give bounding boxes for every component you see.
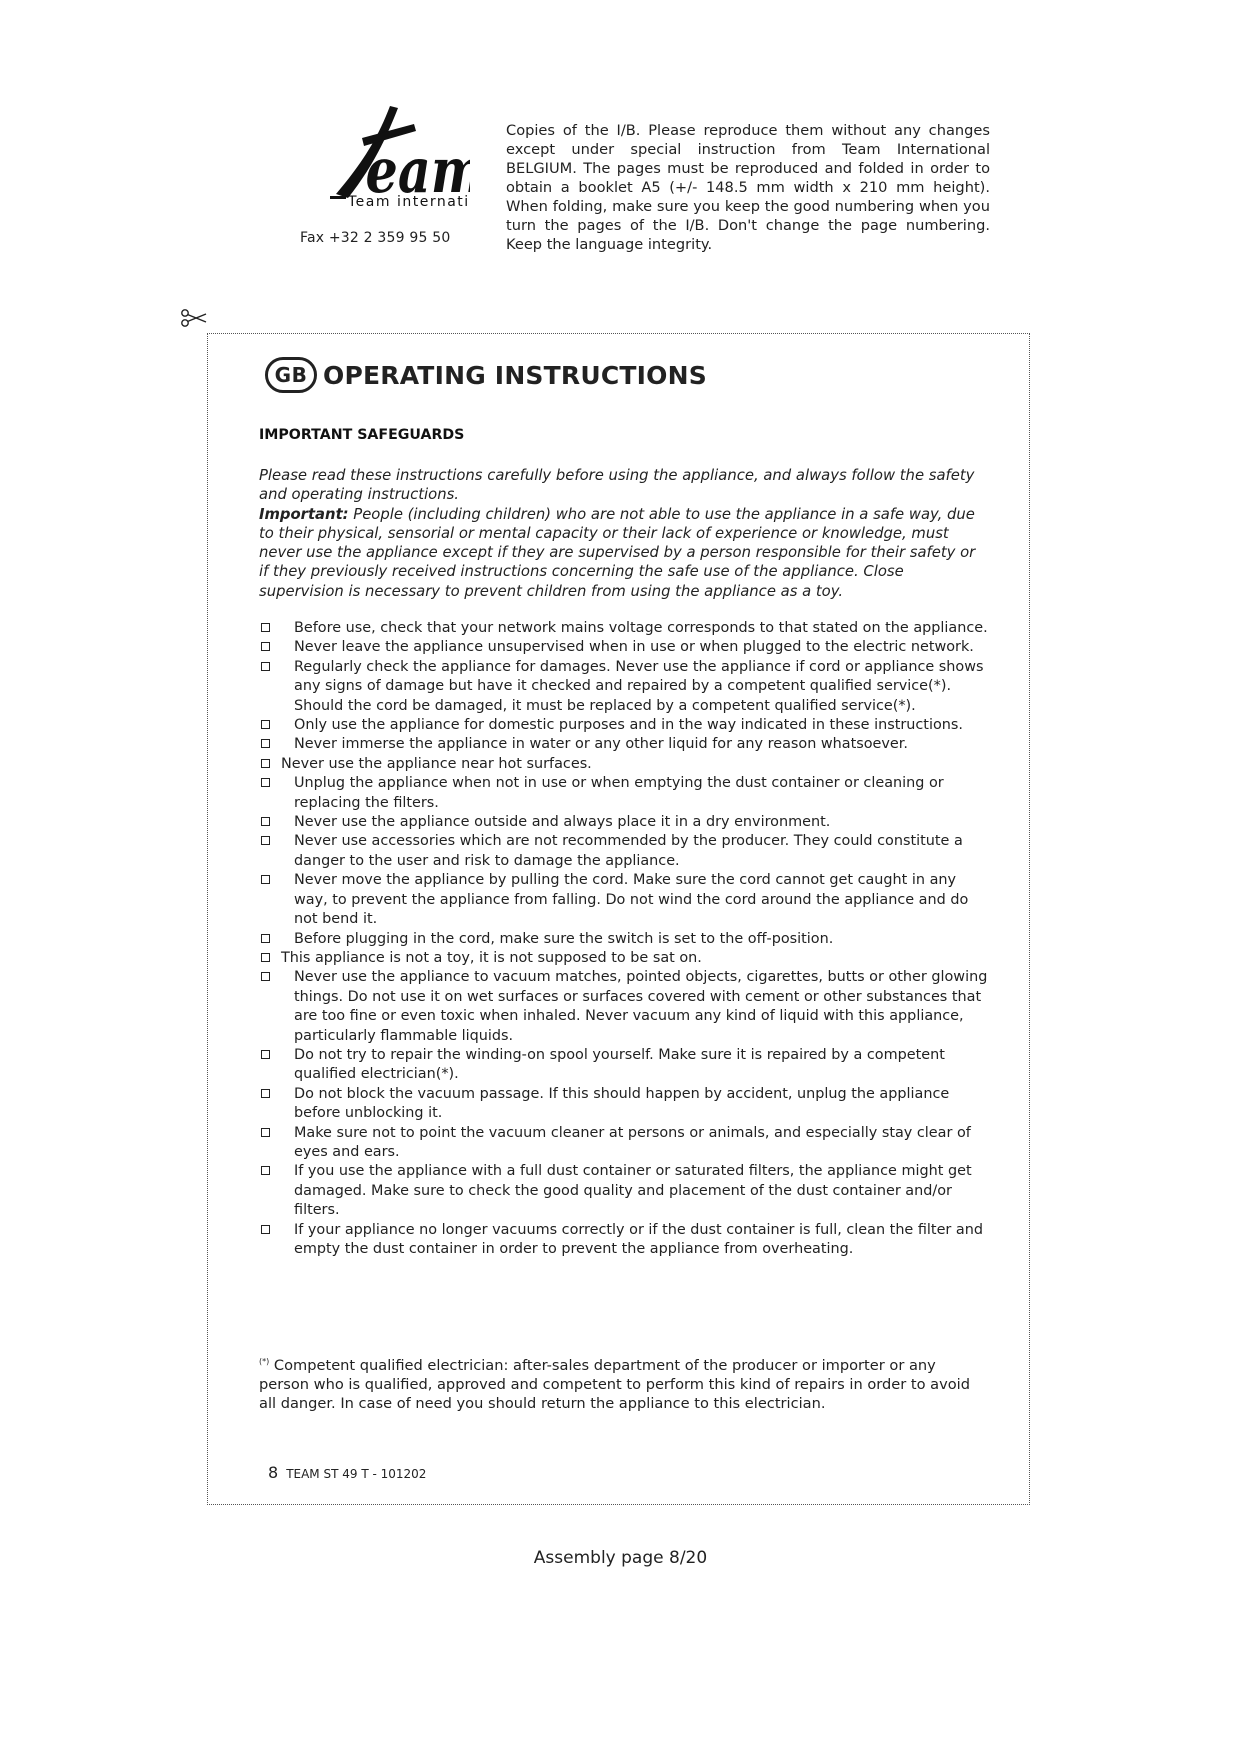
page-footer xyxy=(268,1463,426,1482)
important-paragraph xyxy=(259,505,979,601)
list-item: If you use the appliance with a full dust container or saturated filters, the appliance might get damaged. Make sure to check the good quality and placement of the dust container and/or filters. xyxy=(259,1162,994,1220)
checkbox-bullet-icon xyxy=(261,642,270,651)
fax-number: Fax +32 2 359 95 50 xyxy=(300,230,451,246)
checkbox-bullet-icon xyxy=(261,1225,270,1234)
page-title xyxy=(265,353,707,397)
list-item: Do not block the vacuum passage. If this should happen by accident, unplug the appliance before unblocking it. xyxy=(259,1085,994,1124)
svg-text:eam: ea xyxy=(365,135,431,208)
list-item: This appliance is not a toy, it is not supposed to be sat on. xyxy=(259,949,994,968)
checkbox-bullet-icon xyxy=(261,1089,270,1098)
checkbox-bullet-icon xyxy=(261,836,270,845)
checkbox-bullet-icon xyxy=(261,662,270,671)
list-item: Never leave the appliance unsupervised when in use or when plugged to the electric network. xyxy=(259,638,994,657)
reproduction-note: Copies of the I/B. Please reproduce them without any changes except under special instruction from Team International BELGIUM. The pages must be reproduced and folded in order to obtain a booklet A5 (+/- 148.5 mm width x 210 mm height). When folding, make sure you keep the good numbering when you turn the pages of the I/B. Don't change the page numbering. Keep the language integrity. xyxy=(506,122,990,253)
list-item: Never immerse the appliance in water or any other liquid for any reason whatsoever. xyxy=(259,735,994,754)
important-label: Important: xyxy=(259,505,349,523)
title-text: OPERATING INSTRUCTIONS xyxy=(323,360,707,390)
model-code: TEAM ST 49 T - 101202 xyxy=(286,1467,427,1481)
checkbox-bullet-icon xyxy=(261,1166,270,1175)
important-text: People (including children) who are not able to use the appliance in a safe way, due to their physical, sensorial or mental capacity or their lack of experience or knowledge, must never use the appliance except if they are supervised by a person responsible for their safety or if they previously received instructions concerning the safe use of the appliance. Close supervision is necessary to prevent children from using the appliance as a toy. xyxy=(259,505,976,600)
checkbox-bullet-icon xyxy=(261,1128,270,1137)
assembly-page-label: Assembly page 8/20 xyxy=(533,1548,708,1568)
checkbox-bullet-icon xyxy=(261,778,270,787)
list-item: Before plugging in the cord, make sure the switch is set to the off-position. xyxy=(259,930,994,949)
list-item: Do not try to repair the winding-on spool yourself. Make sure it is repaired by a competent qualified electrician(*). xyxy=(259,1046,994,1085)
checkbox-bullet-icon xyxy=(261,817,270,826)
footnote-text: Competent qualified electrician: after-sales department of the producer or importer or any person who is qualified, approved and competent to perform this kind of repairs in order to avoid all danger. In case of need you should return the appliance to this electrician. xyxy=(259,1356,971,1413)
safeguards-list xyxy=(259,619,994,1259)
list-item: Never move the appliance by pulling the cord. Make sure the cord cannot get caught in any way, to prevent the appliance from falling. Do not wind the cord around the appliance and do not bend it. xyxy=(259,871,994,929)
intro-text xyxy=(259,466,979,601)
checkbox-bullet-icon xyxy=(261,720,270,729)
page-number: 8 xyxy=(268,1463,279,1482)
checkbox-bullet-icon xyxy=(261,759,270,768)
list-item: Never use the appliance to vacuum matches, pointed objects, cigarettes, butts or other glowing things. Do not use it on wet surfaces or surfaces covered with cement or other substances that are too fine or even toxic when inhaled. Never vacuum any kind of liquid with this appliance, particularly flammable liquids. xyxy=(259,968,994,1046)
checkbox-bullet-icon xyxy=(261,953,270,962)
intro-line: Please read these instructions carefully before using the appliance, and always follow the safety and operating instructions. xyxy=(259,467,975,504)
footnote xyxy=(259,1352,979,1414)
checkbox-bullet-icon xyxy=(261,739,270,748)
checkbox-bullet-icon xyxy=(261,1050,270,1059)
checkbox-bullet-icon xyxy=(261,934,270,943)
list-item: Unplug the appliance when not in use or when emptying the dust container or cleaning or replacing the filters. xyxy=(259,774,994,813)
list-item: Never use the appliance outside and always place it in a dry environment. xyxy=(259,813,994,832)
scissors-icon xyxy=(180,308,208,328)
list-item: Only use the appliance for domestic purposes and in the way indicated in these instructions. xyxy=(259,716,994,735)
logo-wordmark: Team internati xyxy=(348,194,470,210)
list-item: Never use accessories which are not recommended by the producer. They could constitute a danger to the user and risk to damage the appliance. xyxy=(259,832,994,871)
list-item: If your appliance no longer vacuums correctly or if the dust container is full, clean the filter and empty the dust container in order to prevent the appliance from overheating. xyxy=(259,1221,994,1260)
list-item: Never use the appliance near hot surfaces. xyxy=(259,755,994,774)
section-heading: IMPORTANT SAFEGUARDS xyxy=(259,427,465,443)
list-item: Make sure not to point the vacuum cleaner at persons or animals, and especially stay clear of eyes and ears. xyxy=(259,1124,994,1163)
list-item: Regularly check the appliance for damages. Never use the appliance if cord or appliance shows any signs of damage but have it checked and repaired by a competent qualified service(*). Should the cord be damaged, it must be replaced by a competent qualified service(*). xyxy=(259,658,994,716)
language-badge: GB xyxy=(265,357,317,393)
checkbox-bullet-icon xyxy=(261,875,270,884)
checkbox-bullet-icon xyxy=(261,623,270,632)
checkbox-bullet-icon xyxy=(261,972,270,981)
footnote-mark: (*) xyxy=(259,1357,270,1366)
list-item: Before use, check that your network mains voltage corresponds to that stated on the appliance. xyxy=(259,619,994,638)
team-international-logo xyxy=(318,98,470,218)
